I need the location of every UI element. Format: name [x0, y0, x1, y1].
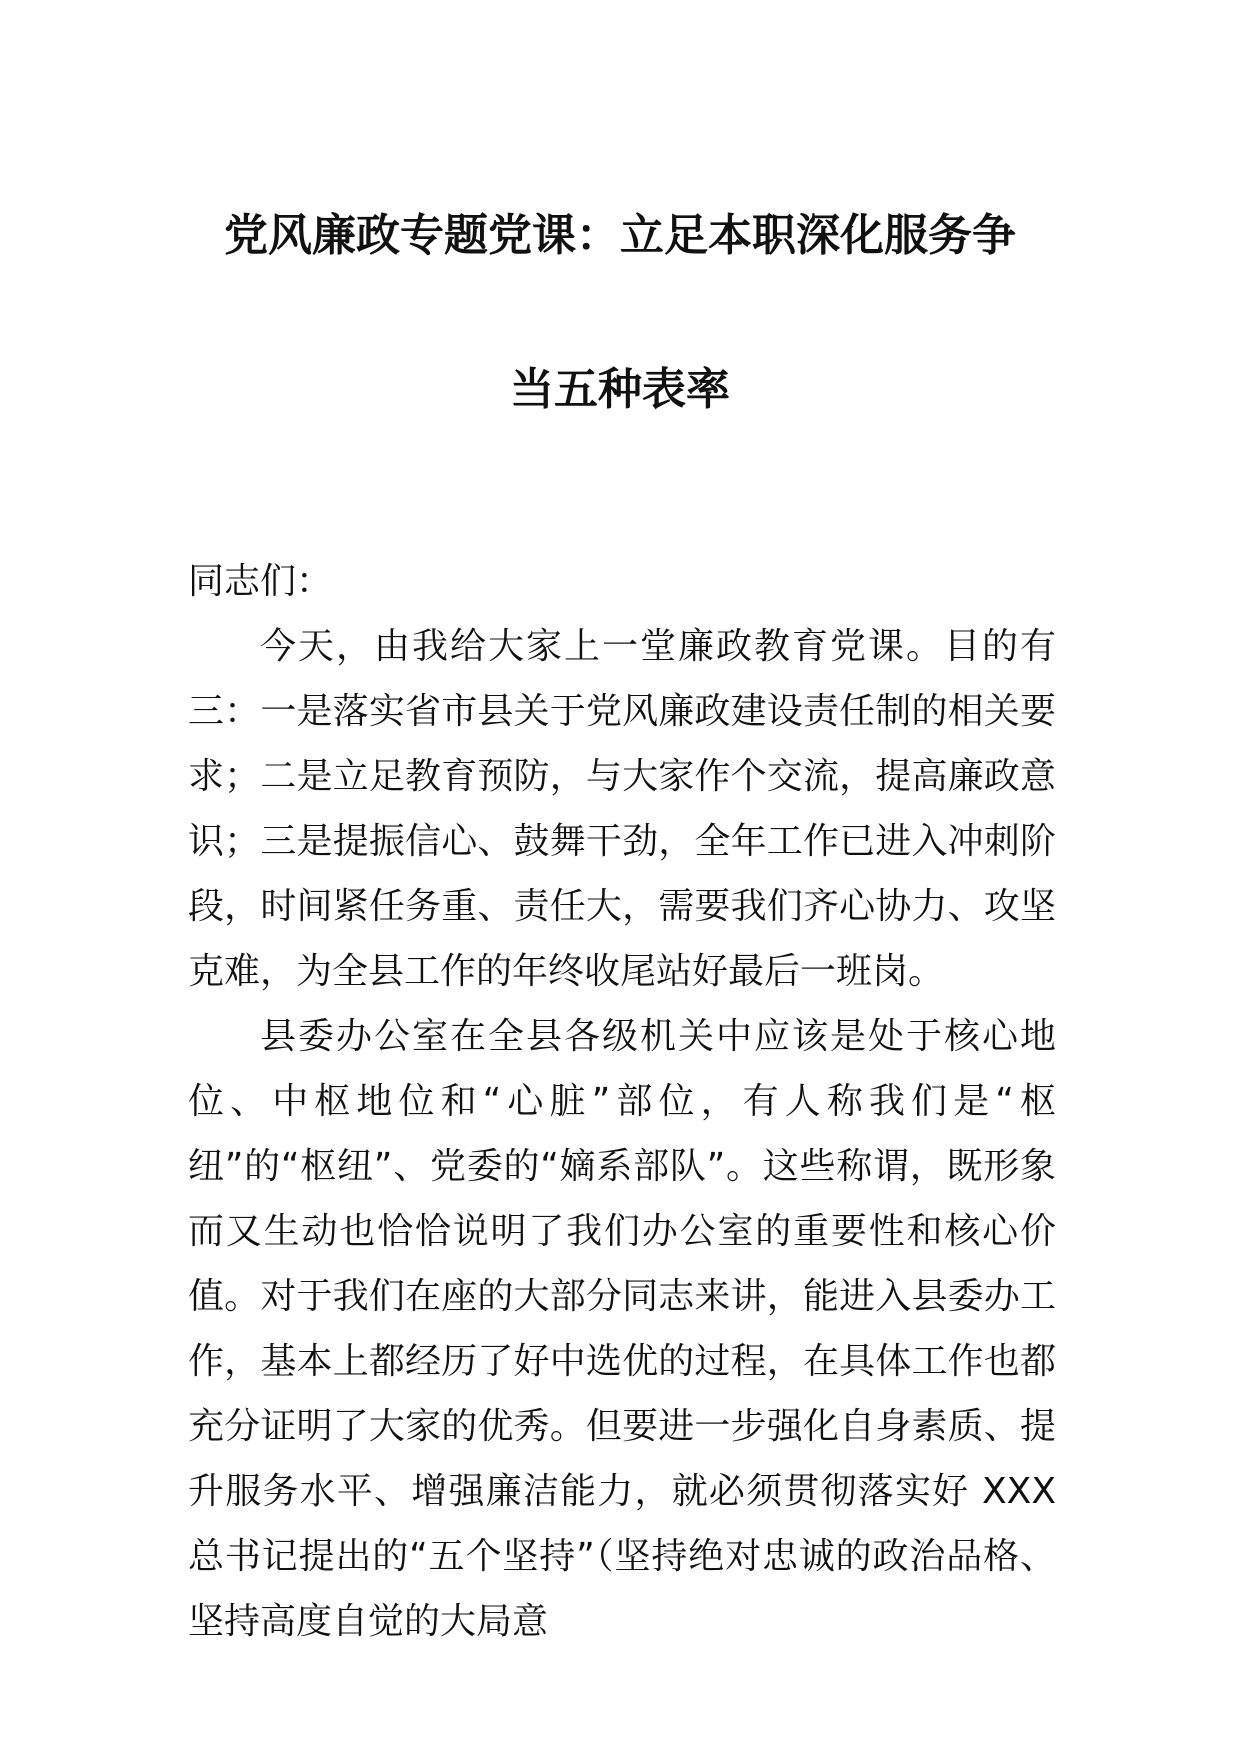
paragraph-1: 今天，由我给大家上一堂廉政教育党课。目的有三：一是落实省市县关于党风廉政建设责任制的相关要求；二是立足教育预防，与大家作个交流，提高廉政意识；三是提振信心、鼓舞干劲，全年工作已进入冲刺阶段，时间紧任务重、责任大，需要我们齐心协力、攻坚克难，为全县工作的年终收尾站好最后一班岗。 [188, 626, 1056, 992]
document-title-line-1: 党风廉政专题党课：立足本职深化服务争 [224, 210, 1016, 261]
paragraph-2: 县委办公室在全县各级机关中应该是处于核心地位、中枢地位和“心脏”部位，有人称我们是“枢纽”的“枢纽”、党委的“嫡系部队”。这些称谓，既形象而又生动也恰恰说明了我们办公室的重要性和核心价值。对于我们在座的大部分同志来讲，能进入县委办工作，基本上都经历了好中选优的过程，在具体工作也都充分证明了大家的优秀。但要进一步强化自身素质、提升服务水平、增强廉洁能力，就必须贯彻落实好 XXX 总书记提出的“五个坚持”（坚持绝对忠诚的政治品格、坚持高度自觉的大局意 [188, 1016, 1056, 1642]
document-body [188, 549, 1056, 1654]
document-title-line-2: 当五种表率 [510, 364, 730, 415]
salutation: 同志们： [188, 561, 333, 602]
